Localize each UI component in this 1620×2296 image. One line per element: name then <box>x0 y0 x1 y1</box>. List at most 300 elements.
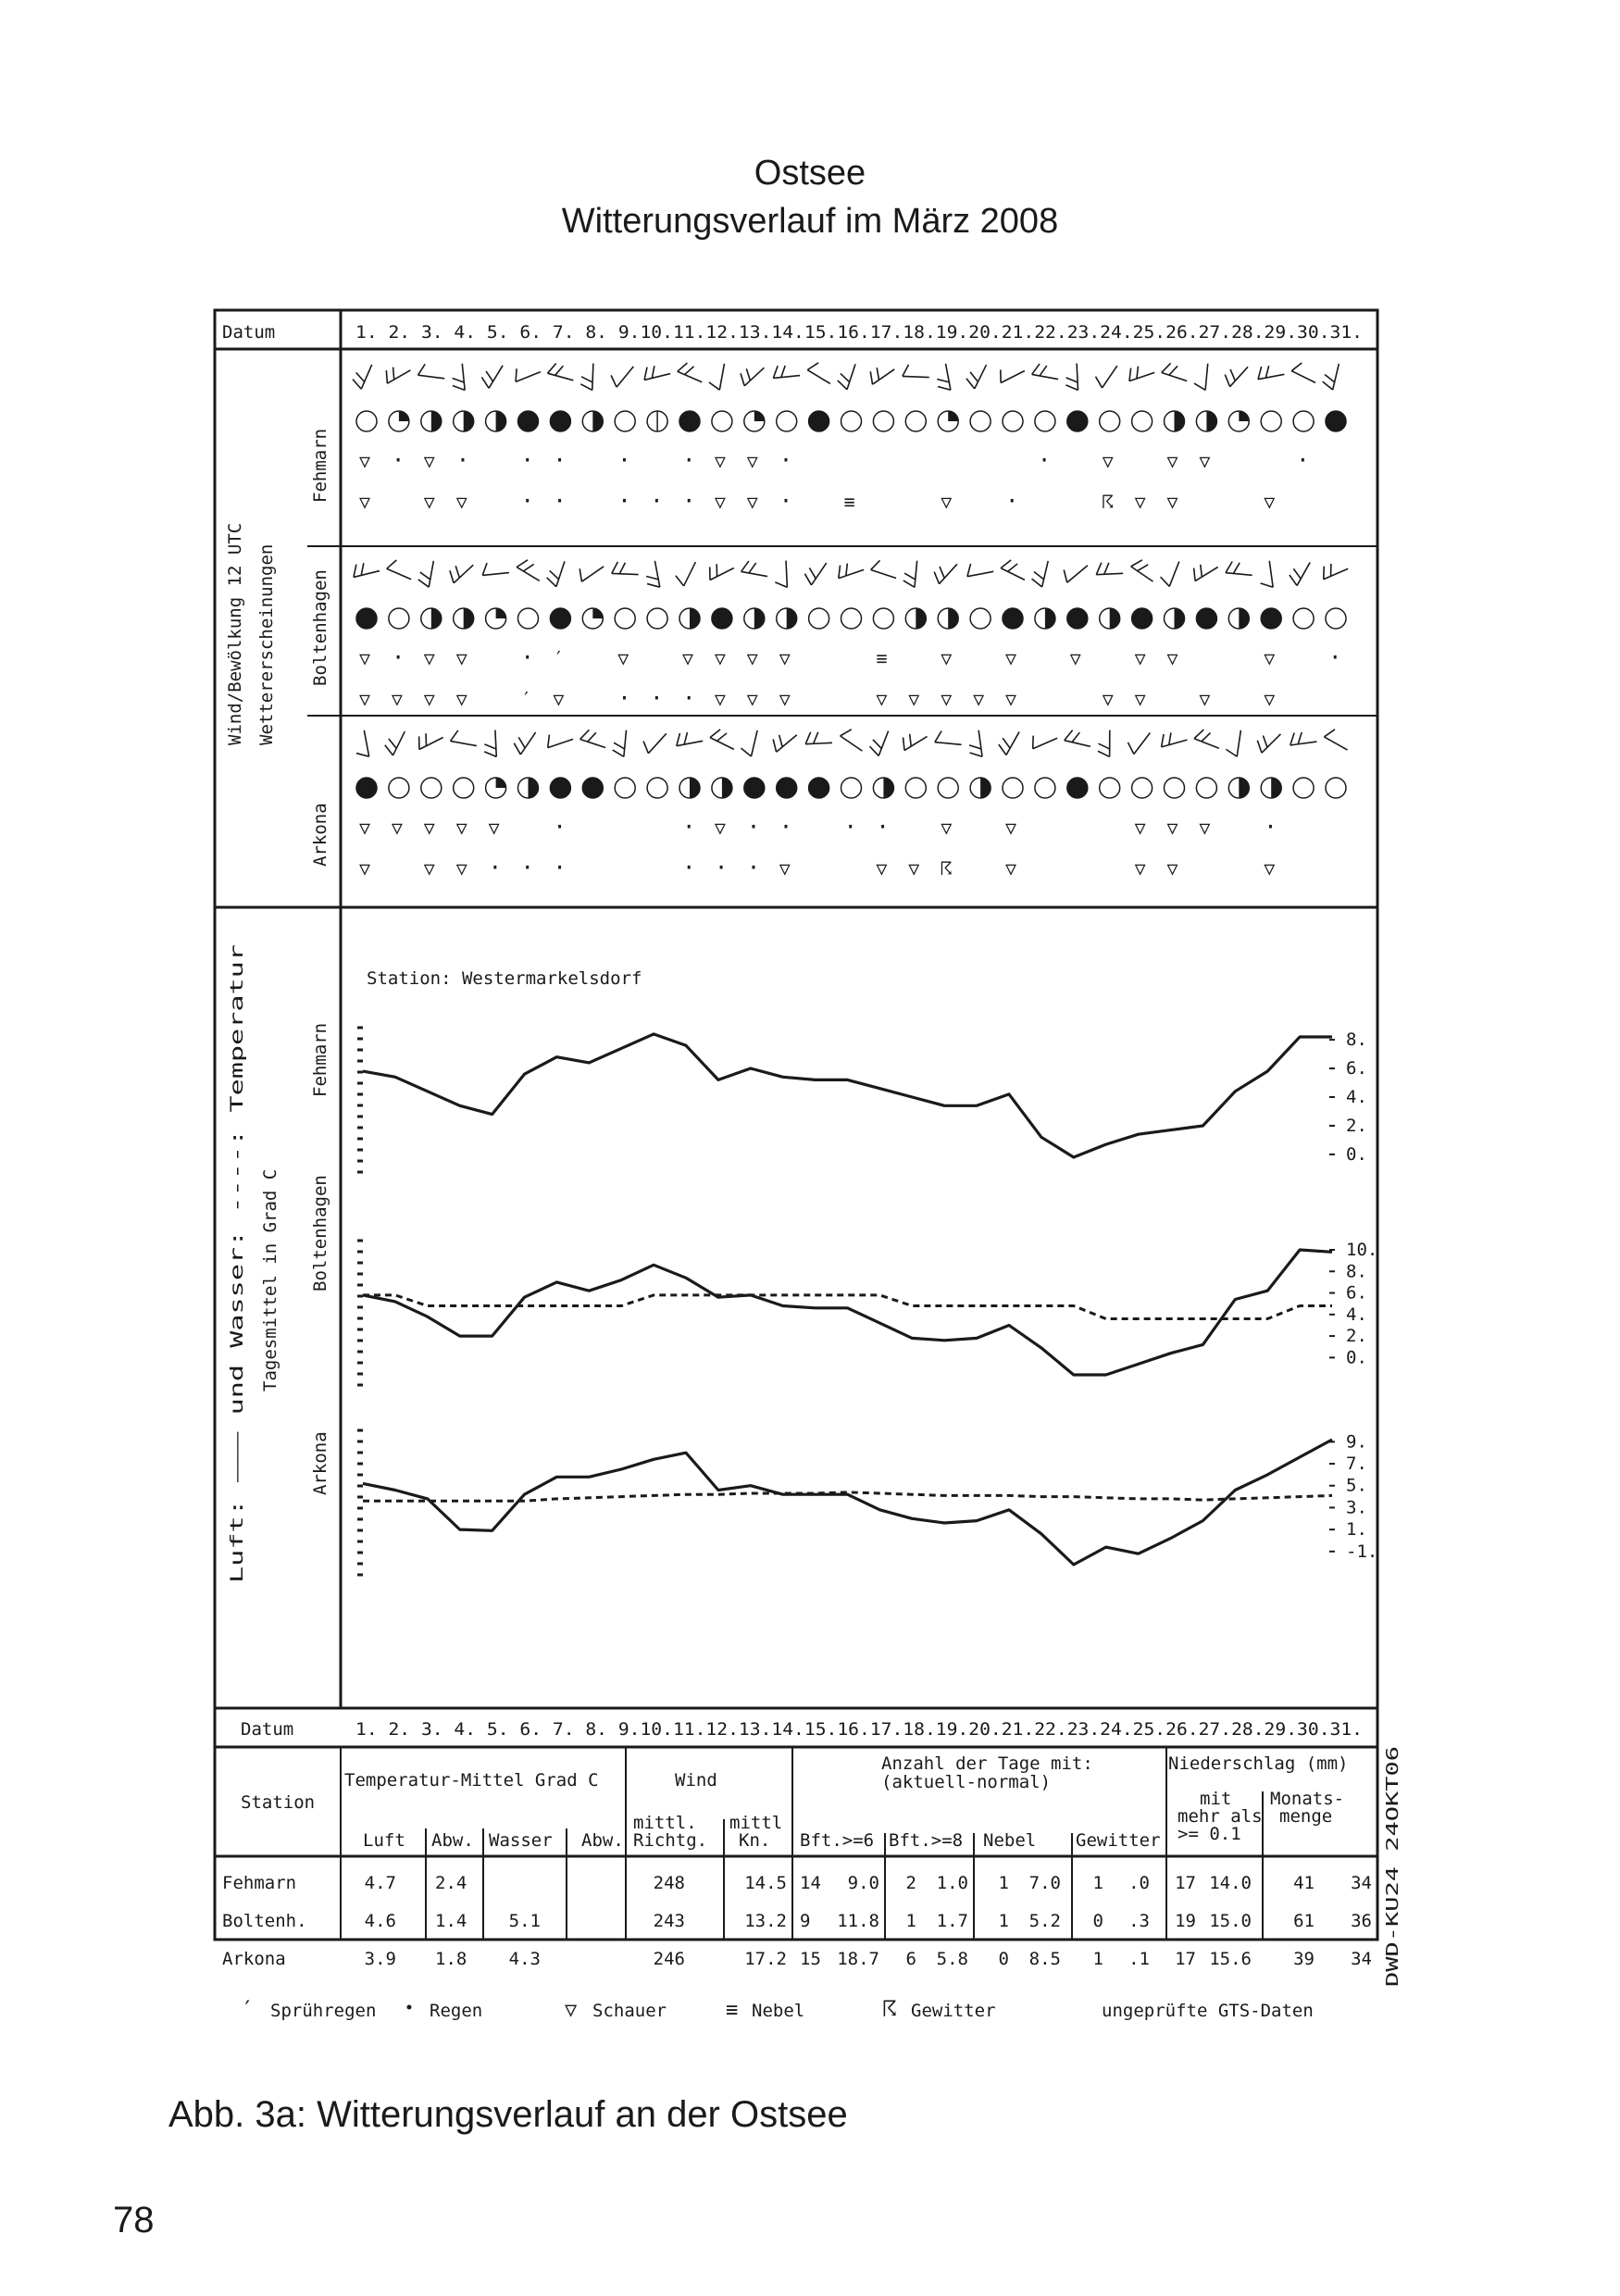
table-cell-station: Arkona <box>222 1949 286 1969</box>
weather-symbol: · <box>650 685 664 711</box>
table-cell-station: Fehmarn <box>222 1873 297 1893</box>
wind-barb-icon <box>835 363 865 391</box>
weather-symbol-rows <box>351 361 1349 880</box>
wind-barb-icon <box>449 730 477 757</box>
cloud-cover-icon <box>679 778 700 798</box>
cloud-cover-icon <box>1261 778 1281 798</box>
weather-symbol: ▽ <box>455 688 467 710</box>
wind-barb-icon <box>1256 363 1285 388</box>
weather-symbol: ▽ <box>391 688 403 710</box>
legend-thunder: Gewitter <box>911 2001 996 2021</box>
cloud-cover-icon <box>615 608 635 629</box>
wind-barb-icon <box>1095 729 1122 758</box>
chart-boltenhagen <box>357 1240 1377 1385</box>
table-cell-luft: 4.7 <box>364 1873 396 1893</box>
table-cell-bft8a: 2 <box>905 1873 916 1893</box>
wind-barb-icon <box>643 733 670 754</box>
cloud-cover-icon <box>1293 608 1314 629</box>
wind-barb-icon <box>1193 565 1218 582</box>
cloud-cover-icon <box>1100 608 1120 629</box>
weather-symbol: · <box>391 644 405 670</box>
table-sub-abw: Abw. <box>431 1830 474 1851</box>
table-cell-bft8b: 5.8 <box>936 1949 968 1969</box>
table-cell-gewa: 1 <box>1092 1949 1103 1969</box>
weather-symbol: · <box>520 644 534 670</box>
cloud-cover-icon <box>1165 608 1185 629</box>
weather-symbol: ▽ <box>1102 688 1114 710</box>
cloud-cover-icon <box>1228 778 1249 798</box>
table-cell-bft8a: 1 <box>905 1911 916 1931</box>
tick-label: 5. <box>1346 1475 1367 1496</box>
wind-barb-icon <box>675 730 704 755</box>
cloud-cover-icon <box>647 608 667 629</box>
weather-symbol: ▽ <box>714 491 726 513</box>
weather-symbol: · <box>1328 644 1342 670</box>
table-cell-mita: 17 <box>1175 1873 1196 1893</box>
chart-arkona <box>357 1430 1377 1575</box>
table-cell-abw: 1.8 <box>435 1949 467 1969</box>
weather-symbol: · <box>553 447 567 473</box>
cloud-cover-icon <box>486 608 506 629</box>
weather-symbol: · <box>488 855 503 880</box>
wind-barb-icon <box>417 732 443 752</box>
cloud-cover-icon <box>938 411 958 431</box>
wind-barb-icon <box>1064 566 1090 583</box>
table-sub-menge-1: Monats- <box>1270 1789 1345 1809</box>
weather-symbol: ▽ <box>941 817 953 839</box>
tick-label: 2. <box>1346 1115 1367 1136</box>
weather-symbol: ▽ <box>1166 857 1178 880</box>
weather-symbol: ▽ <box>941 491 953 513</box>
weather-symbol: ▽ <box>455 647 467 669</box>
tick-label: 3. <box>1346 1497 1367 1518</box>
weather-symbol: · <box>1264 814 1277 840</box>
wind-barb-icon <box>1130 558 1154 587</box>
cloud-cover-icon <box>809 778 829 798</box>
table-cell-gewa: 0 <box>1092 1911 1103 1931</box>
cloud-cover-icon <box>1035 608 1055 629</box>
cloud-cover-icon <box>1261 608 1281 629</box>
wind-barb-icon <box>386 559 412 588</box>
wind-barb-icon <box>610 559 640 587</box>
table-sub-mit-1: mit <box>1200 1789 1232 1809</box>
wind-barb-icon <box>514 367 541 386</box>
wind-barb-icon <box>544 560 574 588</box>
thunder-symbol-icon: ☈ <box>883 1996 897 2022</box>
table-cell-luft: 4.6 <box>364 1911 396 1931</box>
chart-fehmarn <box>357 1028 1367 1172</box>
weather-symbol: ▽ <box>682 647 694 669</box>
table-cell-gewa: 1 <box>1092 1873 1103 1893</box>
wind-barb-icon <box>1063 363 1090 393</box>
cloud-cover-icon <box>582 411 603 431</box>
wind-barb-icon <box>933 730 961 756</box>
wind-barb-icon <box>901 559 928 589</box>
wind-barb-icon <box>1288 561 1316 587</box>
tick-label: 9. <box>1346 1431 1367 1453</box>
wind-barb-icon <box>1161 361 1189 391</box>
table-cell-mengea: 41 <box>1293 1873 1315 1893</box>
tick-label: 4. <box>1346 1304 1367 1325</box>
weather-symbol: ▽ <box>423 491 435 513</box>
cloud-cover-icon <box>712 608 732 629</box>
table-row <box>222 1949 1372 1969</box>
table-cell-bft6a: 9 <box>800 1911 811 1931</box>
cloud-cover-icon <box>486 411 506 431</box>
days-header-top: 1. 2. 3. 4. 5. 6. 7. 8. 9.10.11.12.13.14.15.16.17.18.19.20.21.22.23.24.25.26.27.28.29.30.31. <box>355 322 1363 343</box>
cloud-cover-icon <box>1228 411 1249 431</box>
cloud-cover-icon <box>647 778 667 798</box>
weather-symbol: · <box>553 855 567 880</box>
cloud-cover-icon <box>777 608 797 629</box>
weather-symbol: ▽ <box>714 450 726 472</box>
table-cell-nebelb: 8.5 <box>1028 1949 1061 1969</box>
cloud-cover-icon <box>615 778 635 798</box>
wind-barb-icon <box>1160 730 1188 754</box>
table-cell-gewb: .1 <box>1128 1949 1150 1969</box>
wind-barb-icon <box>935 363 960 392</box>
wind-barb-icon <box>351 363 380 390</box>
cloud-cover-icon <box>873 778 893 798</box>
chart-station-label-arkona: Arkona <box>310 1431 330 1495</box>
weather-symbol: ▽ <box>1069 647 1081 669</box>
table-row <box>222 1873 1372 1893</box>
datum-label-bottom: Datum <box>241 1719 294 1740</box>
weather-symbol: ▽ <box>1005 688 1017 710</box>
wind-barb-icon <box>643 560 668 589</box>
cloud-cover-icon <box>389 411 409 431</box>
figure-caption: Abb. 3a: Witterungsverlauf an der Ostsee <box>168 2094 848 2135</box>
table-cell-mengeb: 34 <box>1351 1873 1372 1893</box>
wind-barb-icon <box>610 729 638 758</box>
cloud-cover-icon <box>1132 608 1153 629</box>
table-cell-kn: 13.2 <box>744 1911 787 1931</box>
temperature-unit-label: Tagesmittel in Grad C <box>260 1168 280 1391</box>
weather-symbol: ▽ <box>746 491 758 513</box>
wind-barb-icon <box>642 364 671 388</box>
weather-symbol: ▽ <box>553 688 565 710</box>
wind-barb-icon <box>480 561 508 585</box>
cloud-cover-icon <box>486 778 506 798</box>
cloud-cover-icon <box>1196 608 1216 629</box>
weather-symbol: · <box>843 814 857 840</box>
weather-symbol: · <box>617 447 631 473</box>
table-temp-header: Temperatur-Mittel Grad C <box>344 1770 599 1791</box>
table-cell-nebelb: 5.2 <box>1028 1911 1061 1931</box>
wind-barb-icon <box>677 361 704 391</box>
cloud-cover-icon <box>841 608 862 629</box>
wind-clouds-label: Wind/Bewölkung 12 UTC <box>225 522 245 745</box>
air-temp-line-boltenhagen <box>363 1250 1332 1375</box>
wind-barb-icon <box>579 728 606 757</box>
weather-symbol: · <box>746 855 761 880</box>
weather-symbol: ▽ <box>359 450 371 472</box>
chart-station-label-fehmarn: Fehmarn <box>310 1022 330 1097</box>
cloud-cover-icon <box>615 411 635 431</box>
wind-barb-icon <box>449 563 475 583</box>
cloud-cover-icon <box>1003 608 1023 629</box>
legend-fog: Nebel <box>752 2001 805 2021</box>
weather-symbol: ▽ <box>359 857 371 880</box>
table-cell-mitb: 15.6 <box>1209 1949 1252 1969</box>
weather-symbol: · <box>520 855 534 880</box>
rain-symbol-icon <box>407 2005 412 2010</box>
cloud-cover-icon <box>582 608 603 629</box>
wind-barb-icon <box>481 730 508 759</box>
weather-symbol: · <box>553 488 567 514</box>
table-sub-kn-2: Kn. <box>739 1830 771 1851</box>
weather-symbol: ′ <box>520 688 532 710</box>
chart-title: Ostsee <box>754 154 866 193</box>
weather-symbol: ▽ <box>1199 450 1211 472</box>
table-cell-mengeb: 34 <box>1351 1949 1372 1969</box>
wind-barb-icon <box>966 562 993 585</box>
weather-symbol: · <box>779 814 793 840</box>
wind-barb-icon <box>869 559 896 587</box>
table-cell-wasser: 4.3 <box>508 1949 541 1969</box>
legend-drizzle: Sprühregen <box>270 2001 377 2021</box>
cloud-cover-icon <box>970 608 991 629</box>
table-sub-kn-1: mittl <box>729 1813 783 1833</box>
cloud-cover-icon <box>389 778 409 798</box>
table-cell-mitb: 14.0 <box>1209 1873 1252 1893</box>
table-sub-richtg-1: mittl. <box>633 1813 697 1833</box>
wind-barb-icon <box>740 730 767 757</box>
wind-barb-icon <box>449 363 475 392</box>
cloud-cover-icon <box>1067 778 1088 798</box>
cloud-cover-icon <box>356 411 377 431</box>
wind-barb-icon <box>1128 733 1155 755</box>
weather-symbol: ▽ <box>779 688 791 710</box>
legend-shower: Schauer <box>592 2001 667 2021</box>
table-sub-luft: Luft <box>363 1830 405 1851</box>
table-sub-richtg-2: Richtg. <box>633 1830 708 1851</box>
table-cell-bft8a: 6 <box>905 1949 916 1969</box>
wind-barb-icon <box>903 734 928 752</box>
cloud-cover-icon <box>582 778 603 798</box>
cloud-cover-icon <box>550 778 570 798</box>
wind-barb-icon <box>740 366 766 386</box>
cloud-cover-icon <box>841 778 862 798</box>
table-rows <box>222 1873 1372 1969</box>
wind-barb-icon <box>579 567 604 581</box>
cloud-cover-icon <box>1132 411 1153 431</box>
wind-barb-icon <box>675 562 704 587</box>
weather-symbol: ▽ <box>973 688 985 710</box>
table-sub-wasser: Wasser <box>489 1830 553 1851</box>
cloud-cover-icon <box>356 778 377 798</box>
weather-symbol: ▽ <box>1264 647 1276 669</box>
weather-symbol: ▽ <box>941 647 953 669</box>
chart-subtitle: Witterungsverlauf im März 2008 <box>561 202 1059 241</box>
cloud-cover-icon <box>550 608 570 629</box>
cloud-cover-icon <box>873 608 893 629</box>
cloud-cover-icon <box>1165 411 1185 431</box>
cloud-cover-icon <box>744 608 765 629</box>
wind-barb-icon <box>546 733 573 754</box>
weather-symbol: · <box>714 855 729 880</box>
weather-symbol: ▽ <box>1264 857 1276 880</box>
tick-label: 4. <box>1346 1087 1367 1107</box>
weather-symbol: ▽ <box>746 647 758 669</box>
wind-barb-icon <box>1031 734 1057 753</box>
wind-barb-icon <box>772 363 801 389</box>
wind-barb-icon <box>1192 364 1219 392</box>
wind-barb-icon <box>1324 729 1348 756</box>
weather-symbol: ▽ <box>423 688 435 710</box>
table-cell-bft6b: 9.0 <box>847 1873 879 1893</box>
weather-symbol: ▽ <box>1199 688 1211 710</box>
cloud-cover-icon <box>938 608 958 629</box>
table-sub-nebel: Nebel <box>983 1830 1037 1851</box>
weather-symbol: ▽ <box>779 647 791 669</box>
weather-symbol: ▽ <box>908 688 920 710</box>
table-cell-bft6b: 11.8 <box>837 1911 879 1931</box>
cloud-cover-icon <box>809 411 829 431</box>
cloud-cover-icon <box>679 608 700 629</box>
weather-symbol: ▽ <box>423 647 435 669</box>
cloud-cover-icon <box>454 411 474 431</box>
weather-symbol: ▽ <box>359 491 371 513</box>
wind-barb-icon <box>806 362 829 390</box>
weather-symbol: · <box>746 814 761 840</box>
tick-label: 8. <box>1346 1029 1367 1051</box>
tick-label: 8. <box>1346 1261 1367 1282</box>
table-sub-gewitter: Gewitter <box>1076 1830 1161 1851</box>
wind-barb-icon <box>513 730 542 755</box>
weather-symbol: ▽ <box>423 857 435 880</box>
wind-barb-icon <box>740 558 768 587</box>
table-cell-abw: 1.4 <box>435 1911 467 1931</box>
chart-station-label-boltenhagen: Boltenhagen <box>310 1175 330 1292</box>
weather-symbol: ▽ <box>1005 647 1017 669</box>
cloud-cover-icon <box>1326 778 1346 798</box>
cloud-cover-icon <box>841 411 862 431</box>
station-labels-temp <box>310 1023 330 1495</box>
cloud-cover-icon <box>1035 411 1055 431</box>
table-cell-mitb: 15.0 <box>1209 1911 1252 1931</box>
tick-label: 0. <box>1346 1347 1367 1368</box>
cloud-cover-icon <box>1196 778 1216 798</box>
wind-barb-icon <box>352 561 380 585</box>
table-precip-header: Niederschlag (mm) <box>1168 1753 1349 1774</box>
legend-rain: Regen <box>430 2001 483 2021</box>
weather-symbol: · <box>391 447 405 473</box>
cloud-cover-icon <box>777 778 797 798</box>
cloud-cover-icon <box>744 411 765 431</box>
wind-barb-icon <box>417 363 444 390</box>
weather-symbol: ▽ <box>908 857 920 880</box>
weather-symbol: ▽ <box>1134 817 1146 839</box>
wind-barb-icon <box>1095 559 1125 586</box>
weather-symbol: · <box>779 447 793 473</box>
tick-label: 6. <box>1346 1058 1367 1079</box>
weather-symbol: ▽ <box>359 688 371 710</box>
weather-symbol: ▽ <box>455 491 467 513</box>
weather-symbol: ▽ <box>1102 450 1114 472</box>
tick-label: -1. <box>1346 1541 1378 1562</box>
weather-symbol: ▽ <box>1199 817 1211 839</box>
weather-symbol: ▽ <box>941 688 953 710</box>
weather-symbol: · <box>682 855 696 880</box>
weather-symbol: ▽ <box>714 647 726 669</box>
table-cell-kn: 17.2 <box>744 1949 787 1969</box>
table-cell-bft8b: 1.0 <box>936 1873 968 1893</box>
weather-symbol: ▽ <box>746 450 758 472</box>
station-label-fehmarn: Fehmarn <box>310 428 330 503</box>
wind-barb-icon <box>1224 558 1253 586</box>
wind-barb-icon <box>707 364 735 392</box>
wind-barb-icon <box>840 729 863 756</box>
page-number: 78 <box>113 2200 155 2240</box>
table-cell-station: Boltenh. <box>222 1911 307 1931</box>
tick-label: 7. <box>1346 1454 1367 1475</box>
wind-barb-icon <box>516 558 541 587</box>
cloud-cover-icon <box>905 411 926 431</box>
tick-label: 2. <box>1346 1326 1367 1347</box>
wind-barb-icon <box>355 730 378 758</box>
wind-barb-icon <box>1159 562 1187 588</box>
table-days-header-2: (aktuell-normal) <box>881 1772 1052 1792</box>
wind-barb-icon <box>1224 365 1252 387</box>
weather-symbol: ▽ <box>455 857 467 880</box>
table-cell-bft6a: 14 <box>800 1873 821 1893</box>
tick-label: 6. <box>1346 1282 1367 1304</box>
wind-barb-icon <box>1063 728 1091 756</box>
tick-label: 10. <box>1346 1240 1378 1260</box>
tick-label: 0. <box>1346 1143 1367 1165</box>
weather-symbol: ▽ <box>1005 817 1017 839</box>
cloud-cover-icon <box>421 608 442 629</box>
table-cell-bft6b: 18.7 <box>837 1949 879 1969</box>
weather-symbol: ▽ <box>1134 857 1146 880</box>
weather-symbol: · <box>779 488 793 514</box>
summary-table <box>215 1747 1377 1969</box>
table-row <box>222 1911 1372 1931</box>
wind-barb-icon <box>1193 728 1221 757</box>
wind-barb-icon <box>933 562 961 584</box>
weather-symbol: · <box>1296 447 1310 473</box>
cloud-cover-icon <box>1067 608 1088 629</box>
wind-barb-icon <box>1257 732 1284 754</box>
cloud-cover-icon <box>1003 778 1023 798</box>
wind-barb-icon <box>1225 730 1252 758</box>
weather-symbol: · <box>682 814 696 840</box>
table-cell-mengea: 61 <box>1293 1911 1315 1931</box>
table-sub-menge-2: menge <box>1279 1806 1333 1827</box>
cloud-cover-icon <box>1035 778 1055 798</box>
weather-symbol: ▽ <box>423 817 435 839</box>
temperature-charts <box>357 1028 1377 1575</box>
wind-barb-icon <box>999 368 1025 385</box>
cloud-cover-icon <box>873 411 893 431</box>
weather-symbol: ☈ <box>1102 491 1114 513</box>
table-cell-mita: 17 <box>1175 1949 1196 1969</box>
wind-barb-icon <box>965 363 994 390</box>
side-code-box <box>1379 1741 1403 1990</box>
wind-barb-icon <box>1029 560 1058 589</box>
weather-symbol: ≡ <box>843 491 855 513</box>
table-cell-bft8b: 1.7 <box>936 1911 968 1931</box>
cloud-cover-icon <box>1003 411 1023 431</box>
table-cell-gewb: .3 <box>1128 1911 1150 1931</box>
datum-label-top: Datum <box>222 322 276 343</box>
weather-symbol: ☈ <box>941 857 953 880</box>
table-sub-mit-2: mehr als <box>1178 1806 1263 1827</box>
weather-symbol: ▽ <box>391 817 403 839</box>
weather-symbol: ▽ <box>359 817 371 839</box>
wind-barb-icon <box>1289 730 1317 755</box>
